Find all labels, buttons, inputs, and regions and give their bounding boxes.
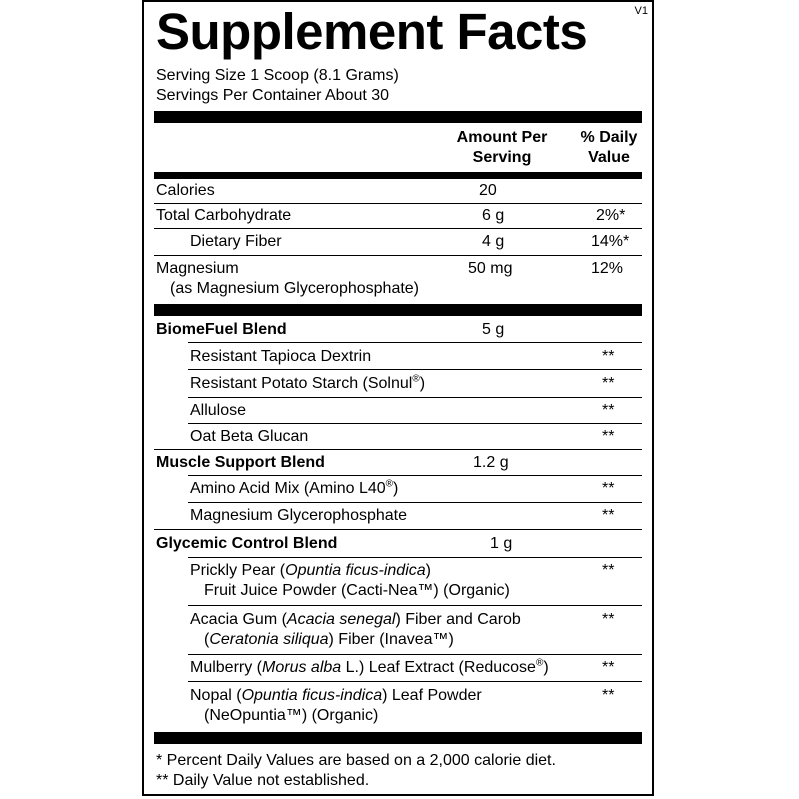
ingredient-oat: Oat Beta Glucan — [190, 428, 309, 445]
carb-dv: 2%* — [596, 207, 626, 224]
ingredient-prickly-pear-line2: Fruit Juice Powder (Cacti-Nea™) (Organic) — [204, 582, 510, 599]
ingredient-allulose: Allulose — [190, 402, 247, 419]
magnesium-label: Magnesium — [156, 260, 239, 277]
biomefuel-blend-label: BiomeFuel Blend — [156, 321, 287, 338]
row-divider — [188, 342, 642, 343]
ingredient-acacia: Acacia Gum (Acacia senegal) Fiber and Carob — [190, 611, 521, 628]
ingredient-potato: Resistant Potato Starch (Solnul®) — [190, 373, 426, 392]
row-divider — [154, 203, 642, 204]
glycemic-blend-label: Glycemic Control Blend — [156, 535, 338, 552]
footnote-not-established: ** Daily Value not established. — [156, 772, 370, 789]
ingredient-nopal-dv: ** — [602, 687, 615, 704]
ingredient-mg-glycerophosphate-dv: ** — [602, 507, 615, 524]
row-divider — [154, 255, 642, 256]
carb-amount: 6 g — [482, 207, 505, 224]
amount-header: Amount Per Serving — [456, 129, 548, 166]
ingredient-tapioca: Resistant Tapioca Dextrin — [190, 348, 372, 365]
row-divider — [154, 228, 642, 229]
ingredient-prickly-pear: Prickly Pear (Opuntia ficus-indica) — [190, 562, 431, 579]
serving-size: Serving Size 1 Scoop (8.1 Grams) — [156, 67, 399, 84]
row-divider — [188, 654, 642, 655]
calories-amount: 20 — [479, 182, 497, 199]
top-thick-bar — [154, 111, 642, 123]
servings-per-container: Servings Per Container About 30 — [156, 87, 390, 104]
calories-label: Calories — [156, 182, 215, 199]
middle-thick-bar — [154, 304, 642, 316]
ingredient-amino-dv: ** — [602, 480, 615, 497]
row-divider — [154, 449, 642, 450]
daily-value-header: % Daily Value — [580, 129, 638, 166]
ingredient-nopal-line2: (NeOpuntia™) (Organic) — [204, 707, 379, 724]
ingredient-allulose-dv: ** — [602, 402, 615, 419]
row-divider — [188, 681, 642, 682]
footnote-percent: * Percent Daily Values are based on a 2,000 calorie diet. — [156, 752, 556, 769]
row-divider — [154, 529, 642, 530]
magnesium-dv: 12% — [591, 260, 624, 277]
supplement-facts-panel — [142, 0, 654, 796]
row-divider — [188, 557, 642, 558]
biomefuel-blend-amount: 5 g — [482, 321, 505, 338]
ingredient-nopal: Nopal (Opuntia ficus-indica) Leaf Powder — [190, 687, 482, 704]
muscle-blend-amount: 1.2 g — [473, 454, 509, 471]
header-bar — [154, 172, 642, 179]
ingredient-mulberry-dv: ** — [602, 659, 615, 676]
fiber-label: Dietary Fiber — [190, 233, 282, 250]
ingredient-mg-glycerophosphate: Magnesium Glycerophosphate — [190, 507, 408, 524]
magnesium-detail: (as Magnesium Glycerophosphate) — [170, 280, 420, 297]
ingredient-potato-dv: ** — [602, 375, 615, 392]
carb-label: Total Carbohydrate — [156, 207, 292, 224]
ingredient-acacia-line2: (Ceratonia siliqua) Fiber (Inavea™) — [204, 631, 454, 648]
row-divider — [188, 397, 642, 398]
magnesium-amount: 50 mg — [468, 260, 513, 277]
row-divider — [188, 369, 642, 370]
ingredient-prickly-pear-dv: ** — [602, 562, 615, 579]
bottom-thick-bar — [154, 732, 642, 744]
row-divider — [188, 605, 642, 606]
glycemic-blend-amount: 1 g — [490, 535, 513, 552]
ingredient-acacia-dv: ** — [602, 611, 615, 628]
ingredient-amino: Amino Acid Mix (Amino L40®) — [190, 478, 399, 497]
ingredient-oat-dv: ** — [602, 428, 615, 445]
panel-title: Supplement Facts — [156, 3, 588, 60]
row-divider — [188, 423, 642, 424]
row-divider — [188, 502, 642, 503]
version-code: V1 — [634, 5, 648, 17]
ingredient-mulberry: Mulberry (Morus alba L.) Leaf Extract (Reducose®) — [190, 657, 549, 676]
fiber-dv: 14%* — [591, 233, 630, 250]
muscle-blend-label: Muscle Support Blend — [156, 454, 325, 471]
row-divider — [188, 475, 642, 476]
ingredient-tapioca-dv: ** — [602, 348, 615, 365]
fiber-amount: 4 g — [482, 233, 505, 250]
